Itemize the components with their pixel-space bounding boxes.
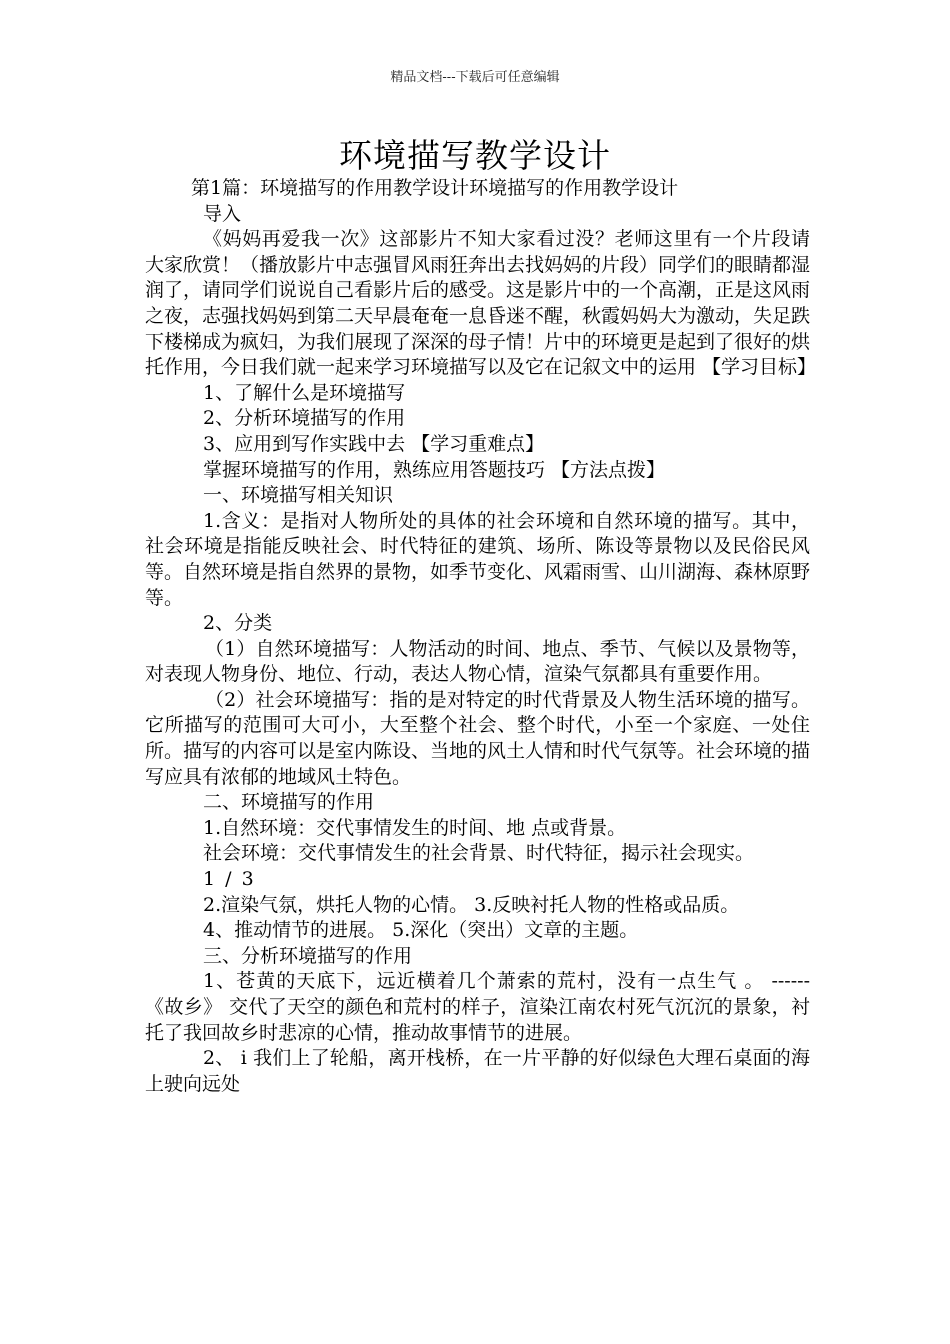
paragraph: 1.含义：是指对人物所处的具体的社会环境和自然环境的描写。其中，社会环境是指能反映社会、时代特征的建筑、场所、陈设等景物以及民俗民风等。自然环境是指自然界的景物，如季节变化、风霜雨雪、山川湖海、森林原野等。 (145, 509, 811, 609)
chapter-heading: 第1篇：环境描写的作用教学设计环境描写的作用教学设计 (191, 177, 679, 199)
paragraph: 《妈妈再爱我一次》这部影片不知大家看过没？老师这里有一个片段请大家欣赏！（播放影片中志强冒风雨狂奔出去找妈妈的片段）同学们的眼睛都湿润了，请同学们说说自己看影片后的感受。这是影片中的一个高潮，正是这风雨之夜，志强找妈妈到第二天早晨奄奄一息昏迷不醒，秋霞妈妈大为激动，失足跌下楼梯成为疯妇，为我们展现了深深的母子情！片中的环境更是起到了很好的烘托作用，今日我们就一起来学习环境描写以及它在记叙文中的运用 【学习目标】 (145, 228, 817, 379)
list-item: 2、分析环境描写的作用 (203, 407, 406, 430)
paragraph: 2、 i 我们上了轮船，离开栈桥，在一片平静的好似绿色大理石桌面的海上驶向远处 (145, 1047, 810, 1095)
header-note: 精品文档---下载后可任意编辑 (390, 70, 560, 85)
document-body (145, 176, 817, 1097)
section-heading: 三、分析环境描写的作用 (203, 944, 413, 967)
paragraph: 社会环境：交代事情发生的社会背景、时代特征，揭示社会现实。 (203, 842, 755, 865)
list-item: 1、了解什么是环境描写 (203, 381, 406, 404)
paragraph: 1、苍黄的天底下，远近横着几个萧索的荒村，没有一点生气 。 ------《故乡》 交代了天空的颜色和荒村的样子，渲染江南农村死气沉沉的景象，衬托了我回故乡时悲凉的心情，推动故事情节的进展。 (145, 970, 810, 1044)
page-number: 1 / 3 (203, 868, 256, 891)
paragraph: （1）自然环境描写：人物活动的时间、地点、季节、气候以及景物等，对表现人物身份、地位、行动，表达人物心情，渲染气氛都具有重要作用。 (145, 637, 810, 686)
paragraph: （2）社会环境描写：指的是对特定的时代背景及人物生活环境的描写。它所描写的范围可大可小，大至整个社会、整个时代，小至一个家庭、一处住所。描写的内容可以是室内陈设、当地的风土人情和时代气氛等。社会环境的描写应具有浓郁的地域风土特色。 (145, 688, 811, 788)
paragraph: 4、推动情节的进展。 5.深化（突出）文章的主题。 (203, 919, 639, 942)
section-heading: 2、分类 (203, 612, 273, 635)
document-title: 环境描写教学设计 (339, 136, 611, 175)
section-heading: 二、环境描写的作用 (203, 791, 375, 814)
paragraph: 2.渲染气氛，烘托人物的心情。 3.反映衬托人物的性格或品质。 (203, 893, 740, 916)
list-item: 3、应用到写作实践中去 【学习重难点】 (203, 432, 545, 455)
paragraph: 1.自然环境：交代事情发生的时间、地 点或背景。 (203, 816, 627, 839)
paragraph: 掌握环境描写的作用，熟练应用答题技巧 【方法点拨】 (203, 458, 666, 481)
section-heading: 导入 (203, 202, 242, 225)
section-heading: 一、环境描写相关知识 (203, 484, 394, 507)
